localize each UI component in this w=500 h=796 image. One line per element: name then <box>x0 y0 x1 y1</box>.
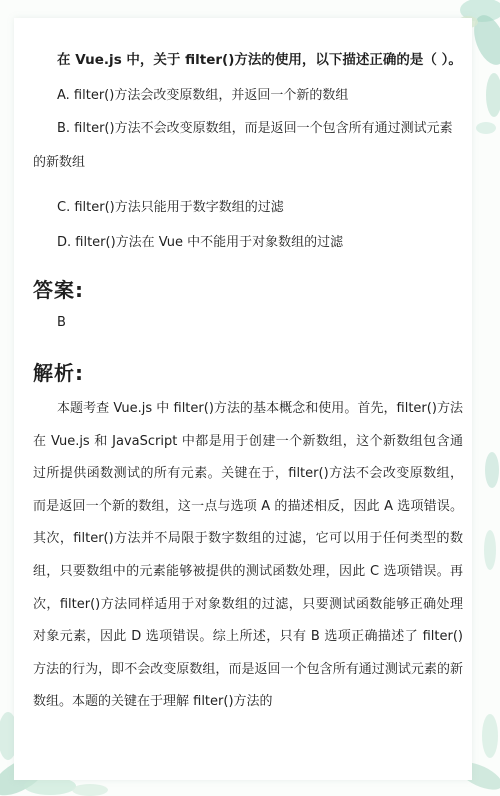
option-b: B. filter()方法不会改变原数组，而是返回一个包含所有通过测试元素的新数组 <box>33 121 453 170</box>
option-a: A. filter()方法会改变原数组，并返回一个新的数组 <box>57 88 349 103</box>
analysis-heading: 解析: <box>33 361 84 385</box>
question-title: 在 Vue.js 中，关于 filter()方法的使用，以下描述正确的是（ ）。 <box>57 52 462 68</box>
analysis-text: 本题考查 Vue.js 中 filter()方法的基本概念和使用。首先，filter()方法在 Vue.js 和 JavaScript 中都是用于创建一个新数组，这个新数组包含通过所提供函数测试的所有元素。关键在于，filter()方法不会改变原数组，而是返回一个新的数组，这一点与选项 A 的描述相反，因此 A 选项错误。其次，filter()方法并不局限于数字数组的过滤，它可以用于任何类型的数组，只要数组中的元素能够被提供的测试函数处理，因此 C 选项错误。再次，filter()方法同样适用于对象数组的过滤，只要测试函数能够正确处理对象元素，因此 D 选项错误。综上所述，只有 B 选项正确描述了 filter()方法的行为，即不会改变原数组，而是返回一个包含所有通过测试元素的新数组。本题的关键在于理解 filter()方法的 <box>33 401 463 710</box>
answer-heading: 答案: <box>33 278 84 302</box>
option-c: C. filter()方法只能用于数字数组的过滤 <box>57 200 284 215</box>
answer-value: B <box>57 315 66 330</box>
option-d: D. filter()方法在 Vue 中不能用于对象数组的过滤 <box>57 235 344 250</box>
